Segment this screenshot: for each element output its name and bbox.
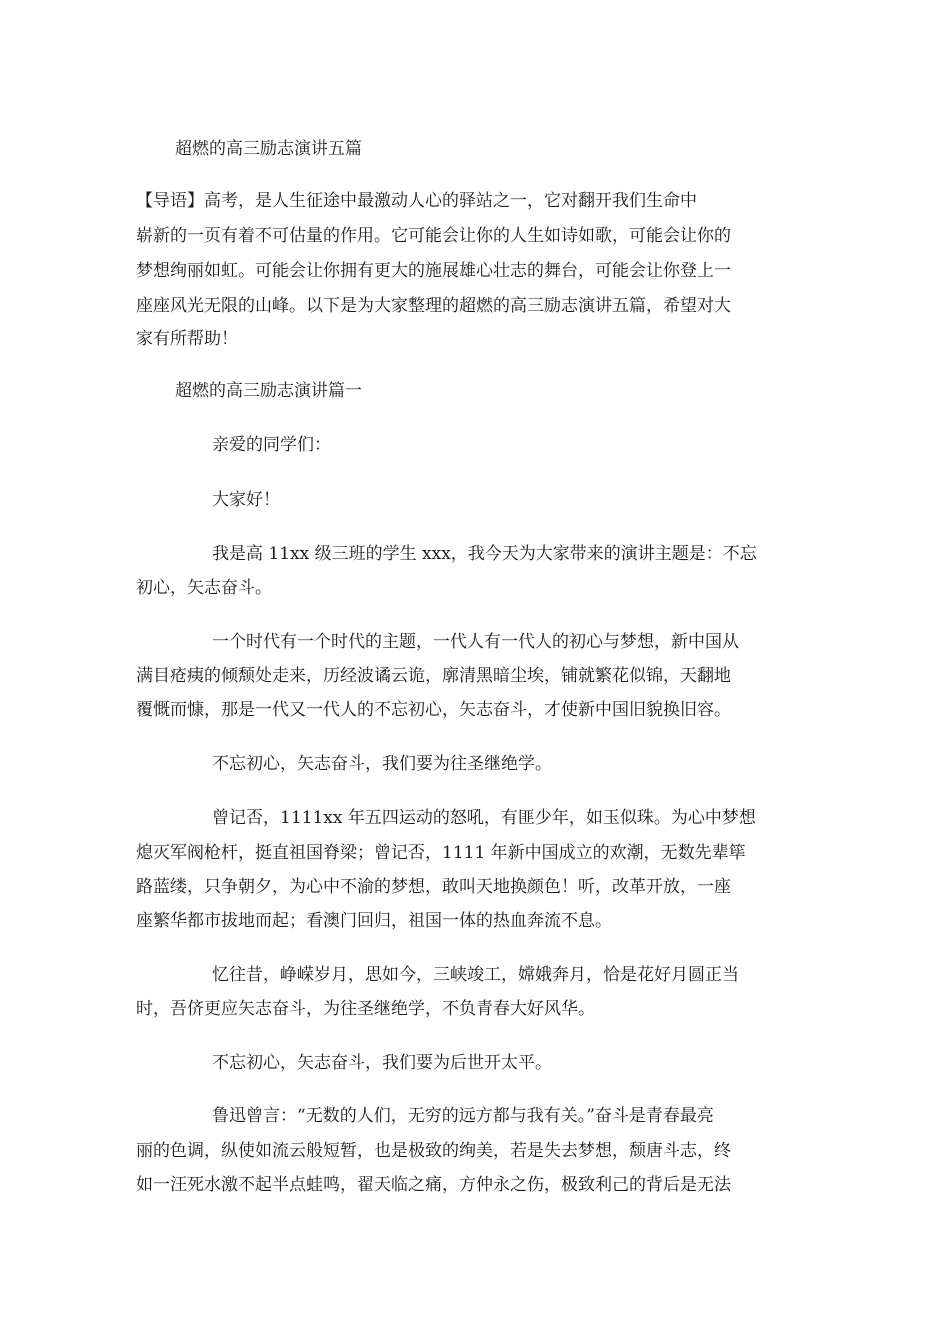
paragraph-line: 鲁迅曾言：“无数的人们，无穷的远方都与我有关。”奋斗是青春最亮 (212, 1106, 714, 1126)
intro-line: 家有所帮助！ (136, 329, 238, 349)
greeting: 亲爱的同学们： (212, 435, 331, 455)
intro-line: 座座风光无限的山峰。以下是为大家整理的超燃的高三励志演讲五篇，希望对大 (136, 296, 731, 316)
paragraph-line: 座繁华都市拔地而起；看澳门回归，祖国一体的热血奔流不息。 (136, 911, 612, 931)
paragraph-line: 不忘初心，矢志奋斗，我们要为后世开太平。 (212, 1053, 552, 1073)
intro-line: 梦想绚丽如虹。可能会让你拥有更大的施展雄心壮志的舞台，可能会让你登上一 (136, 261, 731, 281)
paragraph-line: 熄灭军阀枪杆，挺直祖国脊梁；曾记否，1111 年新中国成立的欢潮，无数先辈筚 (136, 843, 746, 863)
paragraph-line: 一个时代有一个时代的主题，一代人有一代人的初心与梦想，新中国从 (212, 632, 739, 652)
paragraph-line: 不忘初心，矢志奋斗，我们要为往圣继绝学。 (212, 754, 552, 774)
paragraph-line: 我是高 11xx 级三班的学生 xxx，我今天为大家带来的演讲主题是：不忘 (212, 544, 757, 564)
paragraph-line: 时，吾侪更应矢志奋斗，为往圣继绝学，不负青春大好风华。 (136, 999, 595, 1019)
intro-line: 崭新的一页有着不可估量的作用。它可能会让你的人生如诗如歌，可能会让你的 (136, 226, 731, 246)
hello-line: 大家好！ (212, 490, 280, 510)
paragraph-line: 丽的色调，纵使如流云般短暂，也是极致的绚美，若是失去梦想，颓唐斗志，终 (136, 1141, 731, 1161)
document-title: 超燃的高三励志演讲五篇 (175, 139, 362, 159)
section-title: 超燃的高三励志演讲篇一 (175, 381, 362, 401)
paragraph-line: 曾记否，1111xx 年五四运动的怒吼，有匪少年，如玉似珠。为心中梦想 (212, 808, 756, 828)
paragraph-line: 路蓝缕，只争朝夕，为心中不渝的梦想，敢叫天地换颜色！听，改革开放，一座 (136, 877, 731, 897)
paragraph-line: 满目疮痍的倾颓处走来，历经波谲云诡，廓清黑暗尘埃，铺就繁花似锦，天翻地 (136, 666, 731, 686)
paragraph-line: 如一汪死水激不起半点蛙鸣，翟天临之痛，方仲永之伤，极致利己的背后是无法 (136, 1175, 731, 1195)
paragraph-line: 覆慨而慷，那是一代又一代人的不忘初心，矢志奋斗，才使新中国旧貌换旧容。 (136, 700, 731, 720)
paragraph-line: 忆往昔，峥嵘岁月，思如今，三峡竣工，嫦娥奔月，恰是花好月圆正当 (212, 965, 739, 985)
paragraph-line: 初心，矢志奋斗。 (136, 578, 272, 598)
intro-line: 【导语】高考，是人生征途中最激动人心的驿站之一，它对翻开我们生命中 (136, 191, 697, 211)
